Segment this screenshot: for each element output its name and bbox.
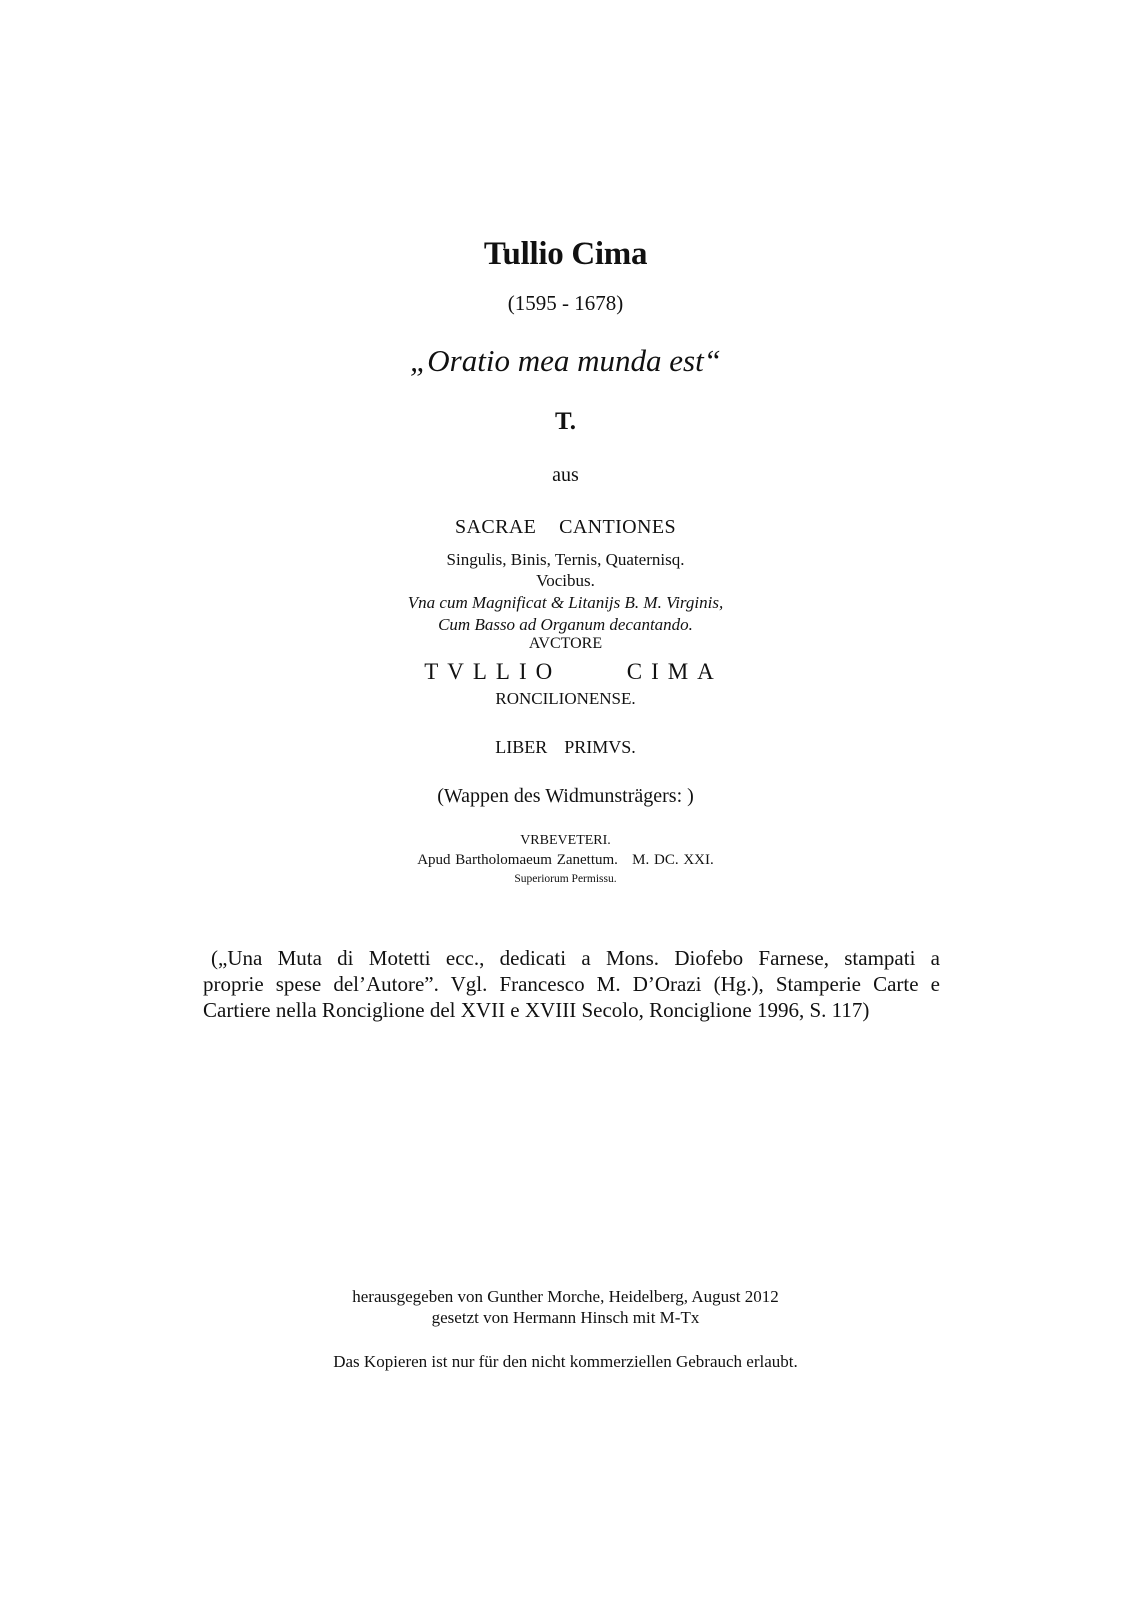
voice-part: T. <box>554 408 577 435</box>
source-note <box>203 945 940 1023</box>
imprint-place: VRBEVETERI. <box>520 833 611 848</box>
source-title-line-2: Vocibus. <box>536 571 595 590</box>
source-author-origin: RONCILIONENSE. <box>495 689 636 708</box>
editor-credit: herausgegeben von Gunther Morche, Heidelberg, August 2012 <box>352 1287 779 1306</box>
source-title-main: SACRAE CANTIONES <box>454 516 677 538</box>
imprint-permission: Superiorum Permissu. <box>514 873 617 885</box>
source-note-line: Cartiere nella Ronciglione del XVII e XVIII Secolo, Ronciglione 1996, S. 117) <box>203 998 870 1022</box>
imprint-printer: Apud Bartholomaeum Zanettum. M. DC. XXI. <box>417 852 714 868</box>
copyright-notice: Das Kopieren ist nur für den nicht kommerziellen Gebrauch erlaubt. <box>333 1352 798 1371</box>
work-title: „Oratio mea munda est“ <box>410 343 721 378</box>
source-title-line-1: Singulis, Binis, Ternis, Quaternisq. <box>446 550 685 569</box>
source-note-line: proprie spese del’Autore”. Vgl. Francesco M. D’Orazi (Hg.), Stamperie Carte e <box>203 972 940 996</box>
source-note-line: („Una Muta di Motetti ecc., dedicati a Mons. Diofebo Farnese, stampati a <box>211 946 940 970</box>
source-title-line-3: Vna cum Magnificat & Litanijs B. M. Virginis, <box>407 593 724 612</box>
source-book: LIBER PRIMVS. <box>495 737 636 757</box>
composer-name: Tullio Cima <box>483 236 648 272</box>
from-label: aus <box>552 464 579 486</box>
composer-life-dates: (1595 - 1678) <box>507 291 624 315</box>
source-title-line-5: AVCTORE <box>528 635 603 652</box>
typesetter-credit: gesetzt von Hermann Hinsch mit M-Tx <box>431 1308 700 1327</box>
source-author: TVLLIO CIMA <box>424 659 723 684</box>
coat-of-arms-note: (Wappen des Widmunsträgers: ) <box>437 785 694 807</box>
source-title-line-4: Cum Basso ad Organum decantando. <box>438 615 693 634</box>
